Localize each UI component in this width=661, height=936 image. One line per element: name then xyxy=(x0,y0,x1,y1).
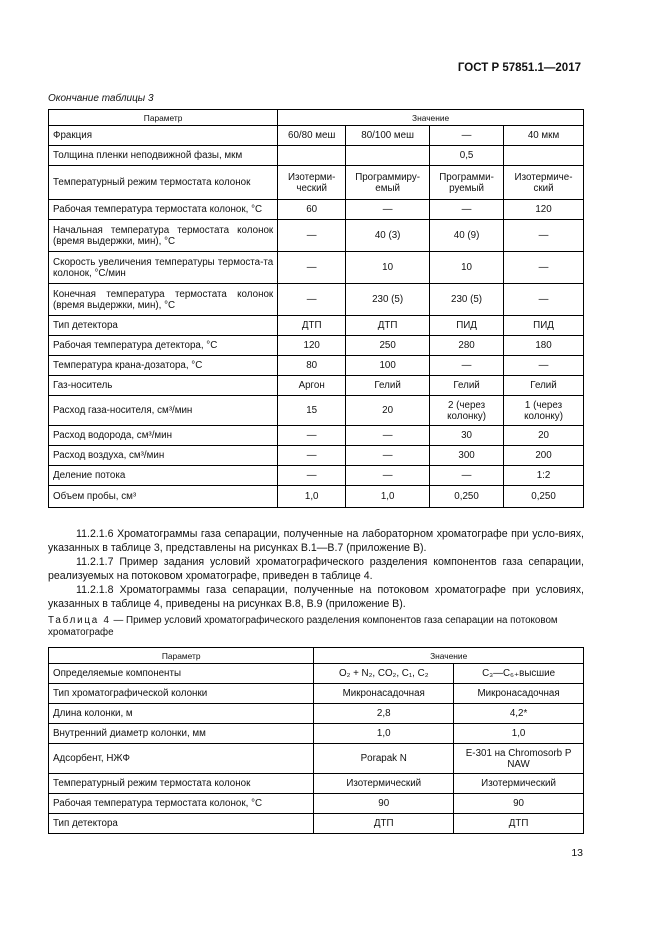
table-cell-value: 60/80 меш xyxy=(278,126,346,146)
table-cell-value: 120 xyxy=(504,200,584,220)
table-cell-value: Микронасадочная xyxy=(314,684,454,704)
table-row xyxy=(49,664,584,684)
table-row xyxy=(49,316,584,336)
table-row xyxy=(49,376,584,396)
table-cell-value: 4,2* xyxy=(454,704,584,724)
table-cell-param: Адсорбент, НЖФ xyxy=(49,744,314,774)
table3-value-header: Значение xyxy=(278,110,584,126)
table-cell-param: Тип хроматографической колонки xyxy=(49,684,314,704)
table-cell-value: ДТП xyxy=(454,814,584,834)
table-cell-value: Изотермиче-ский xyxy=(504,166,584,200)
table-cell-value: 1,0 xyxy=(454,724,584,744)
table-row xyxy=(49,356,584,376)
table-cell-value: 0,250 xyxy=(504,486,584,508)
table-cell-value: 180 xyxy=(504,336,584,356)
table-cell-value: 20 xyxy=(504,426,584,446)
table-cell-value: 0,5 xyxy=(430,146,504,166)
table-cell-value: 250 xyxy=(346,336,430,356)
table-cell-value: 10 xyxy=(346,252,430,284)
table-cell-value xyxy=(278,146,346,166)
table4-value-header: Значение xyxy=(314,648,584,664)
table-cell-value: 80 xyxy=(278,356,346,376)
standard-number: ГОСТ Р 57851.1—2017 xyxy=(457,62,581,74)
table-cell-param: Скорость увеличения температуры термоста-та колонок, °С/мин xyxy=(49,252,278,284)
table-cell-value: 280 xyxy=(430,336,504,356)
table-cell-value: Изотерми-ческий xyxy=(278,166,346,200)
table-cell-value: ПИД xyxy=(430,316,504,336)
table4-body xyxy=(49,664,584,834)
table-cell-value: 90 xyxy=(314,794,454,814)
table-row xyxy=(49,486,584,508)
table-cell-value: 300 xyxy=(430,446,504,466)
table-cell-value: ДТП xyxy=(278,316,346,336)
table-cell-param: Температурный режим термостата колонок xyxy=(49,166,278,200)
table-row xyxy=(49,704,584,724)
table-cell-value: — xyxy=(504,252,584,284)
table-cell-value: 10 xyxy=(430,252,504,284)
paragraph-11-2-1-7: 11.2.1.7 Пример задания условий хроматографического разделения компонентов газа сепарации, реализуемых на потоковом хроматографе, приведен в таблице 4. xyxy=(48,556,584,582)
table-cell-value: 2 (через колонку) xyxy=(430,396,504,426)
table-cell-value: Изотермический xyxy=(454,774,584,794)
table-cell-value: — xyxy=(504,284,584,316)
table-cell-value: 80/100 меш xyxy=(346,126,430,146)
table-3 xyxy=(48,109,584,508)
table-cell-value: Гелий xyxy=(430,376,504,396)
table-row xyxy=(49,396,584,426)
table-4 xyxy=(48,647,584,834)
table-cell-value: 40 (3) xyxy=(346,220,430,252)
table-cell-value: — xyxy=(346,466,430,486)
table-cell-value: Программи-руемый xyxy=(430,166,504,200)
table-row xyxy=(49,794,584,814)
table-cell-value: O₂ + N₂, CO₂, C₁, C₂ xyxy=(314,664,454,684)
paragraph-11-2-1-8: 11.2.1.8 Хроматограммы газа сепарации, полученные на потоковом хроматографе при условиях, указанных в таблице 4, приведены на рисунках В.8, В.9 (приложение В). xyxy=(48,584,584,610)
table-cell-param: Деление потока xyxy=(49,466,278,486)
table-row xyxy=(49,336,584,356)
table-cell-value: Porapak N xyxy=(314,744,454,774)
table-row xyxy=(49,200,584,220)
table-cell-value: — xyxy=(504,356,584,376)
table-row xyxy=(49,774,584,794)
table-cell-value: — xyxy=(278,284,346,316)
table-cell-param: Газ-носитель xyxy=(49,376,278,396)
table-cell-param: Температурный режим термостата колонок xyxy=(49,774,314,794)
table-cell-value: — xyxy=(346,426,430,446)
table4-caption-text: — Пример условий хроматографического разделения компонентов газа сепарации на потоковом хроматографе xyxy=(48,615,558,638)
table-cell-value: — xyxy=(430,356,504,376)
page-number: 13 xyxy=(571,847,583,859)
table-cell-value: 30 xyxy=(430,426,504,446)
table-cell-value xyxy=(346,146,430,166)
table4-caption xyxy=(48,615,584,639)
table-row xyxy=(49,252,584,284)
table-cell-param: Расход газа-носителя, см³/мин xyxy=(49,396,278,426)
table-cell-param: Внутренний диаметр колонки, мм xyxy=(49,724,314,744)
table-row xyxy=(49,146,584,166)
table-cell-value: 1,0 xyxy=(346,486,430,508)
table-cell-param: Конечная температура термостата колонок (время выдержки, мин), °С xyxy=(49,284,278,316)
table-cell-param: Расход водорода, см³/мин xyxy=(49,426,278,446)
table-cell-value: 90 xyxy=(454,794,584,814)
table-cell-value: ДТП xyxy=(346,316,430,336)
table-cell-param: Рабочая температура термостата колонок, °С xyxy=(49,794,314,814)
table-cell-value: C₃—C₆₊высшие xyxy=(454,664,584,684)
table-cell-value: — xyxy=(278,466,346,486)
table-cell-value: 40 (9) xyxy=(430,220,504,252)
table-cell-value: — xyxy=(430,466,504,486)
table-cell-value: 0,250 xyxy=(430,486,504,508)
table-cell-param: Тип детектора xyxy=(49,814,314,834)
table-cell-value: — xyxy=(278,446,346,466)
table-row xyxy=(49,284,584,316)
table-row xyxy=(49,466,584,486)
table-cell-value: 1:2 xyxy=(504,466,584,486)
table-cell-param: Толщина пленки неподвижной фазы, мкм xyxy=(49,146,278,166)
table-row xyxy=(49,446,584,466)
table-cell-value: 200 xyxy=(504,446,584,466)
table-cell-value xyxy=(504,146,584,166)
table-cell-value: Программиру-емый xyxy=(346,166,430,200)
table-cell-param: Рабочая температура детектора, °С xyxy=(49,336,278,356)
table-cell-param: Начальная температура термостата колонок (время выдержки, мин), °С xyxy=(49,220,278,252)
table-cell-value: Микронасадочная xyxy=(454,684,584,704)
table-row xyxy=(49,426,584,446)
table-cell-value: 1 (через колонку) xyxy=(504,396,584,426)
table-cell-value: ДТП xyxy=(314,814,454,834)
table3-param-header: Параметр xyxy=(49,110,278,126)
table-cell-value: 15 xyxy=(278,396,346,426)
table-cell-value: 2,8 xyxy=(314,704,454,724)
table-row xyxy=(49,814,584,834)
table-cell-value: — xyxy=(430,200,504,220)
table-cell-value: — xyxy=(278,252,346,284)
table4-param-header: Параметр xyxy=(49,648,314,664)
table-cell-param: Объем пробы, см³ xyxy=(49,486,278,508)
table-cell-value: ПИД xyxy=(504,316,584,336)
table-cell-value: Гелий xyxy=(346,376,430,396)
table-cell-param: Определяемые компоненты xyxy=(49,664,314,684)
table-cell-value: 1,0 xyxy=(314,724,454,744)
table-row xyxy=(49,126,584,146)
table-row xyxy=(49,166,584,200)
table-cell-param: Расход воздуха, см³/мин xyxy=(49,446,278,466)
table-cell-value: 230 (5) xyxy=(346,284,430,316)
table-cell-param: Тип детектора xyxy=(49,316,278,336)
table-cell-value: 20 xyxy=(346,396,430,426)
table4-caption-label: Таблица 4 xyxy=(48,615,111,626)
table-cell-value: — xyxy=(430,126,504,146)
table-cell-value: Аргон xyxy=(278,376,346,396)
table-cell-value: 230 (5) xyxy=(430,284,504,316)
table-cell-value: 40 мкм xyxy=(504,126,584,146)
table-cell-param: Рабочая температура термостата колонок, °С xyxy=(49,200,278,220)
table-cell-value: Изотермический xyxy=(314,774,454,794)
table-cell-value: — xyxy=(278,426,346,446)
table-cell-param: Фракция xyxy=(49,126,278,146)
table-cell-value: 120 xyxy=(278,336,346,356)
paragraph-11-2-1-6: 11.2.1.6 Хроматограммы газа сепарации, полученные на лабораторном хроматографе при усло-виях, указанных в таблице 3, представлены на рисунках В.1—В.7 (приложение В). xyxy=(48,528,584,554)
table-cell-value: 1,0 xyxy=(278,486,346,508)
table-row xyxy=(49,684,584,704)
table3-body xyxy=(49,126,584,508)
table-cell-value: E-301 на Chromosorb P NAW xyxy=(454,744,584,774)
table-cell-value: — xyxy=(504,220,584,252)
table-row xyxy=(49,724,584,744)
table-cell-param: Температура крана-дозатора, °С xyxy=(49,356,278,376)
table-cell-value: Гелий xyxy=(504,376,584,396)
table3-caption: Окончание таблицы 3 xyxy=(48,93,154,104)
table-row xyxy=(49,220,584,252)
table-row xyxy=(49,744,584,774)
table-cell-value: — xyxy=(346,446,430,466)
table-cell-value: 60 xyxy=(278,200,346,220)
table-cell-param: Длина колонки, м xyxy=(49,704,314,724)
table-cell-value: 100 xyxy=(346,356,430,376)
table-cell-value: — xyxy=(278,220,346,252)
table-cell-value: — xyxy=(346,200,430,220)
